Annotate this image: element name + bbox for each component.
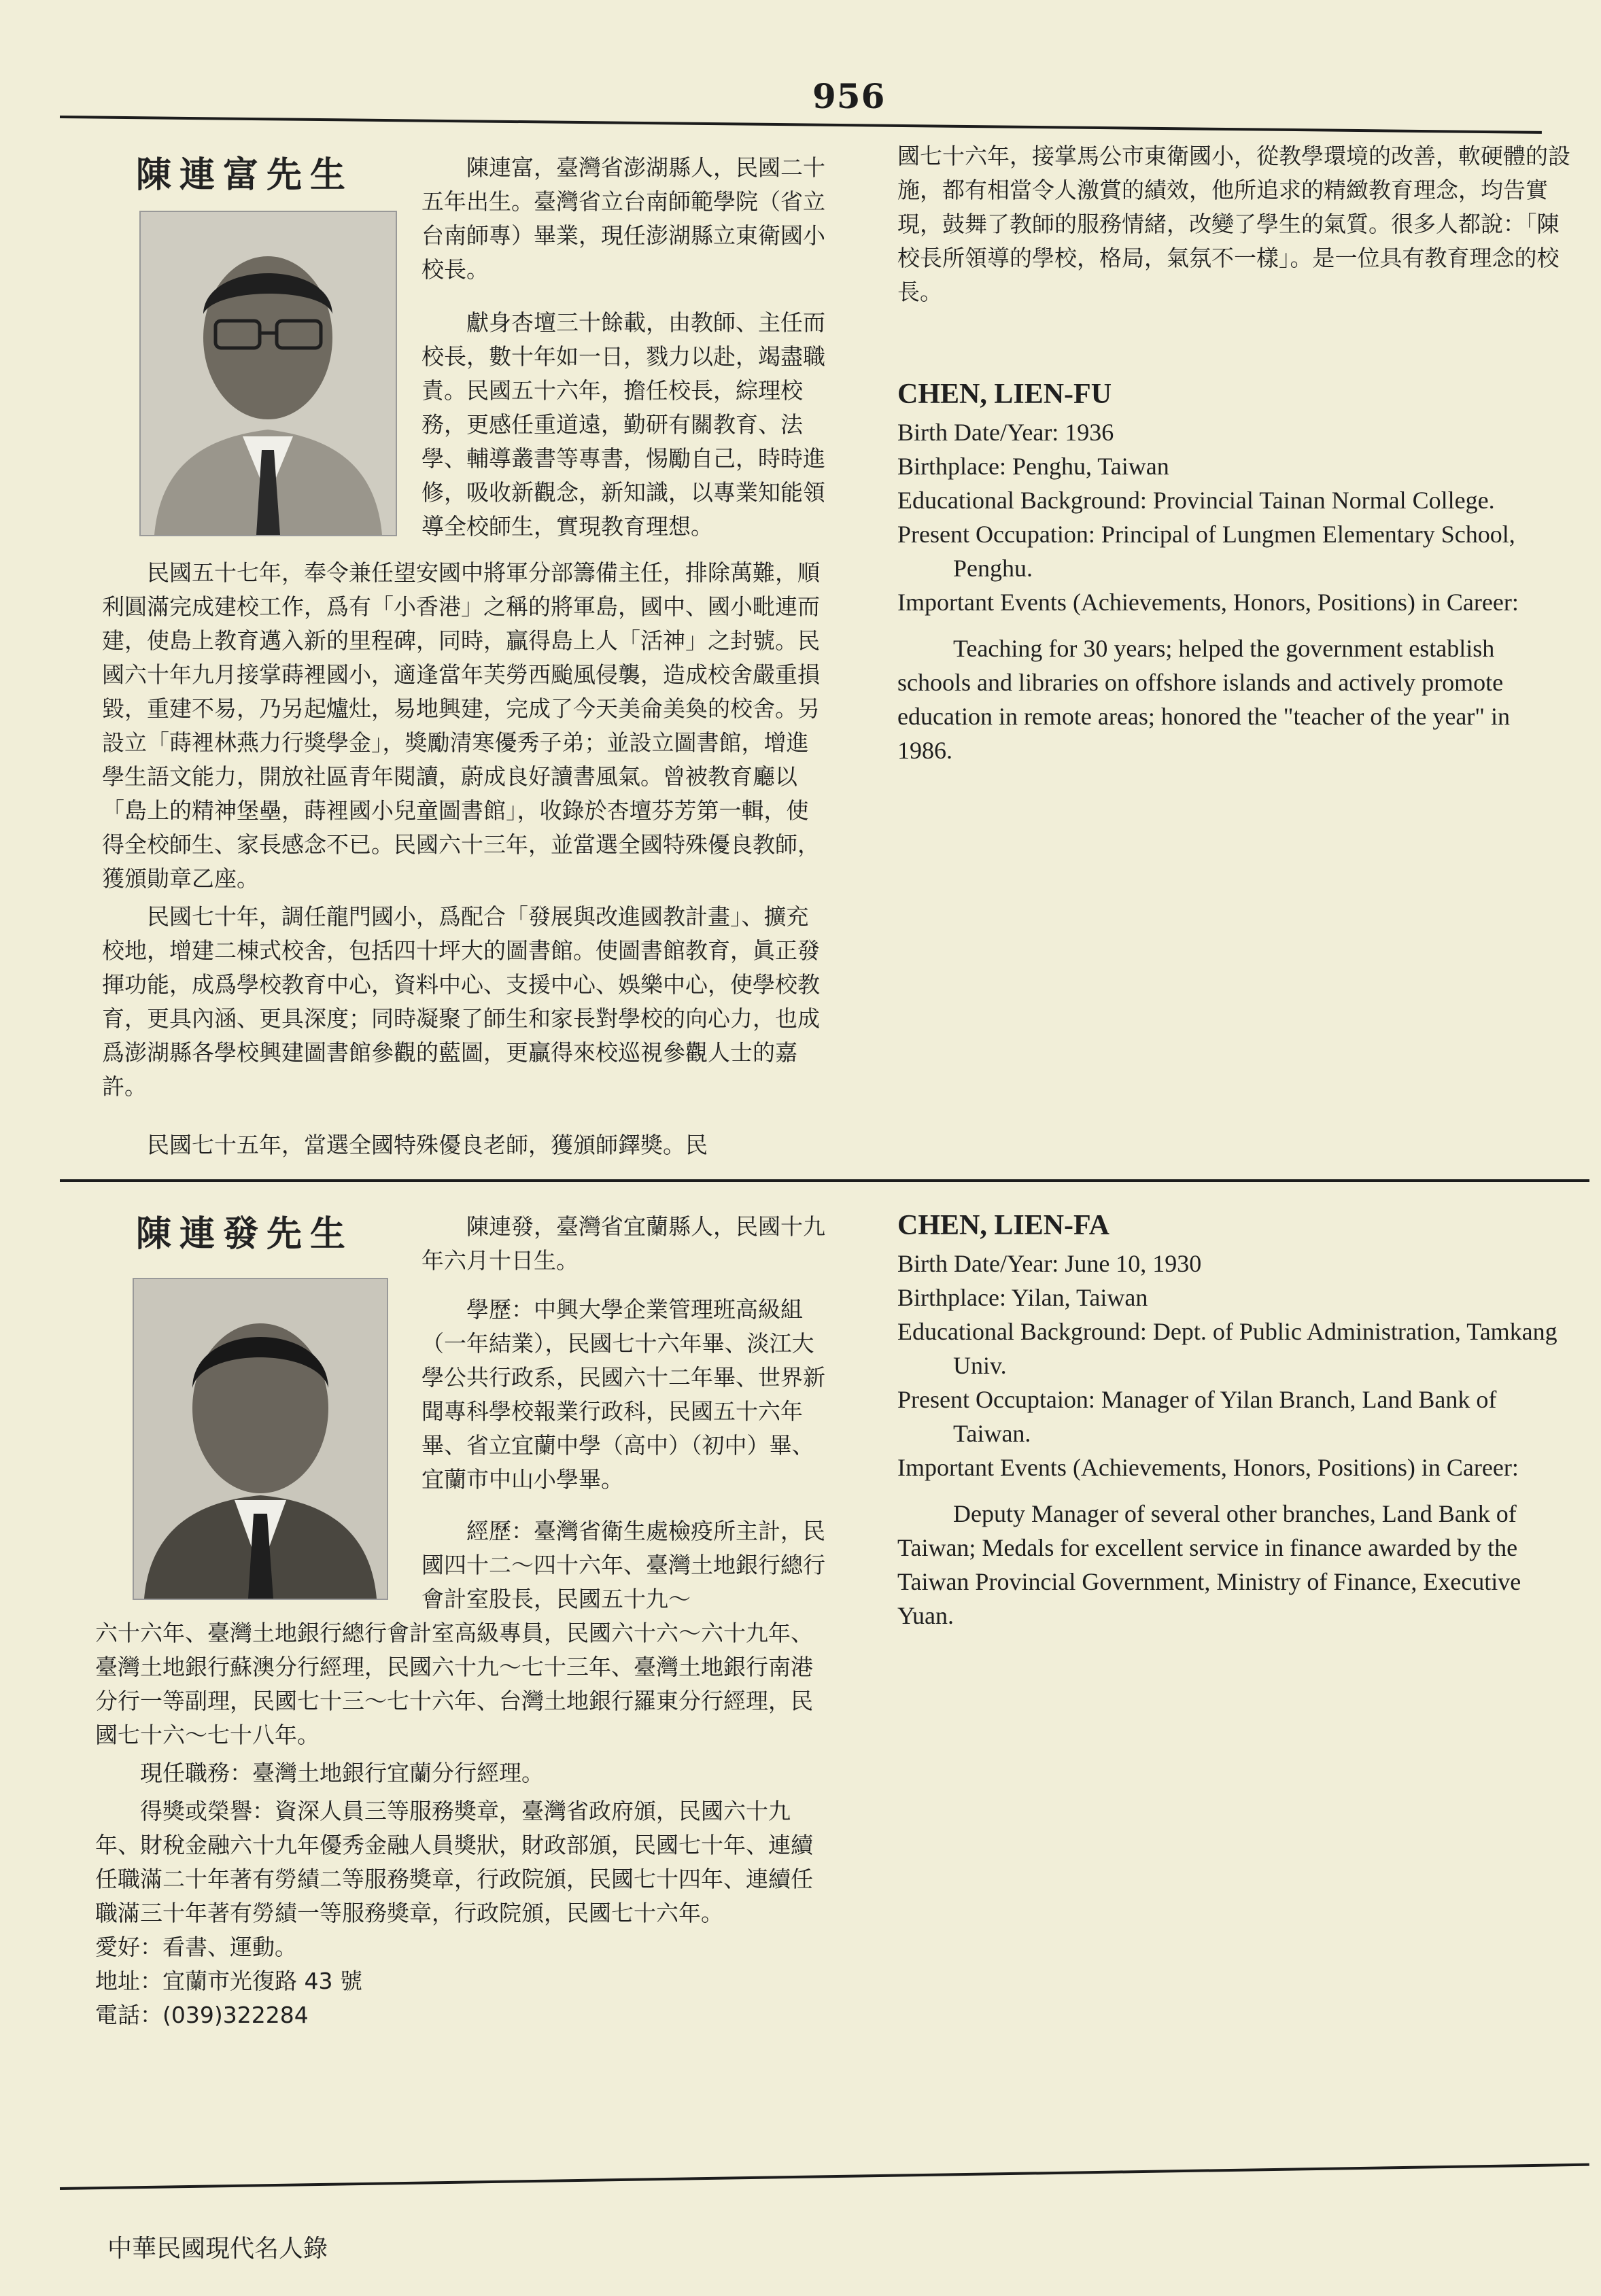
footer-book-title: 中華民國現代名人錄 <box>107 2235 328 2263</box>
entry-1-english-bio <box>897 377 1570 767</box>
entry-2-events: Deputy Manager of several other branches, Land Bank of Taiwan; Medals for excellent service in finance awarded by the Taiwan Provincial Government, Ministry of Finance, Executive Yuan. <box>897 1500 1521 1629</box>
entry-1-portrait-photo <box>139 211 397 536</box>
entry-1-education: Educational Background: Provincial Tainan Normal College. <box>897 487 1495 514</box>
entry-2-bio-p2: 學歷：中興大學企業管理班高級組（一年結業），民國七十六年畢、淡江大學公共行政系，民國六十二年畢、世界新聞專科學校報業行政科，民國五十六年畢、省立宜蘭中學（高中）（初中）畢、宜蘭市中山小學畢。 <box>421 1296 825 1493</box>
entry-2-current-position: 現任職務：臺灣土地銀行宜蘭分行經理。 <box>140 1760 544 1786</box>
entry-1-events-label: Important Events (Achievements, Honors, Positions) in Career: <box>897 589 1519 616</box>
entry-1-events: Teaching for 30 years; helped the government establish schools and libraries on offshore islands and actively promote education in remote areas; honored the "teacher of the year" in 1986. <box>897 635 1510 764</box>
entry-2-address: 地址：宜蘭市光復路 43 號 <box>95 1968 362 1994</box>
entry-1-bio-p2: 獻身杏壇三十餘載，由教師、主任而校長，數十年如一日，戮力以赴，竭盡職責。民國五十六年，擔任校長，綜理校務，更感任重道遠，勤研有關教育、法學、輔導叢書等專書，惕勵自己，時時進修，吸收新觀念，新知識，以專業知能領導全校師生，實現教育理想。 <box>421 309 825 540</box>
top-rule <box>60 116 1542 134</box>
entry-2-name-en: CHEN, LIEN-FA <box>897 1210 1109 1241</box>
section-divider <box>60 1179 1589 1182</box>
entry-1-bio-p1: 陳連富，臺灣省澎湖縣人，民國二十五年出生。臺灣省立台南師範學院（省立台南師專）畢業，現任澎湖縣立東衛國小校長。 <box>421 154 825 283</box>
entry-1-bio-intro <box>421 151 829 544</box>
page-number: 956 <box>812 76 886 116</box>
entry-2-english-bio <box>897 1208 1570 1633</box>
entry-2-birthplace: Birthplace: Yilan, Taiwan <box>897 1284 1148 1311</box>
entry-2-portrait-photo <box>133 1278 388 1600</box>
entry-1-birthplace: Birthplace: Penghu, Taiwan <box>897 453 1169 480</box>
entry-2-events-label: Important Events (Achievements, Honors, Positions) in Career: <box>897 1454 1519 1481</box>
entry-2-occupation: Present Occuptaion: Manager of Yilan Branch, Land Bank of Taiwan. <box>897 1386 1497 1447</box>
entry-2-phone: 電話：(039)322284 <box>95 2002 309 2028</box>
entry-2-name-zh: 陳連發先生 <box>136 1214 354 1255</box>
entry-2-education: Educational Background: Dept. of Public Administration, Tamkang Univ. <box>897 1318 1557 1379</box>
entry-2-birth: Birth Date/Year: June 10, 1930 <box>897 1250 1202 1277</box>
entry-2-honors: 得獎或榮譽：資深人員三等服務獎章，臺灣省政府頒，民國六十九年、財稅金融六十九年優秀金融人員獎狀，財政部頒，民國七十年、連續任職滿二十年著有勞績二等服務獎章，行政院頒，民國七十四年、連續任職滿三十年著有勞績一等服務獎章，行政院頒，民國七十六年。 <box>95 1798 813 1926</box>
entry-2-bio-intro <box>421 1210 829 1497</box>
entry-1-name-en: CHEN, LIEN-FU <box>897 379 1112 410</box>
entry-1-bio-p3: 民國五十七年，奉令兼任望安國中將軍分部籌備主任，排除萬難，順利圓滿完成建校工作，爲有「小香港」之稱的將軍島，國中、國小毗連而建，使島上教育邁入新的里程碑，同時，贏得島上人「活神」之封號。民國六十年九月接掌蒔裡國小，適逢當年芙勞西颱風侵襲，造成校舍嚴重損毀，重建不易，乃另起爐灶，易地興建，完成了今天美侖美奐的校舍。另設立「蒔裡林燕力行獎學金」，獎勵清寒優秀子弟；並設立圖書館，增進學生語文能力，開放社區青年閱讀，蔚成良好讀書風氣。曾被教育廳以「島上的精神堡壘，蒔裡國小兒童圖書館」，收錄於杏壇芬芳第一輯，使得全校師生、家長感念不已。民國六十三年，並當選全國特殊優良教師，獲頒勛章乙座。 <box>102 559 820 892</box>
entry-1-bio-p5-start: 民國七十五年，當選全國特殊優良老師，獲頒師鐸獎。民 <box>147 1132 708 1158</box>
entry-1-occupation: Present Occupation: Principal of Lungmen Elementary School, Penghu. <box>897 521 1515 582</box>
entry-1-name-zh: 陳連富先生 <box>136 155 354 196</box>
entry-2-bio-body: 六十六年、臺灣土地銀行總行會計室高級專員，民國六十六～六十九年、臺灣土地銀行蘇澳分行經理，民國六十九～七十三年、臺灣土地銀行南港分行一等副理，民國七十三～七十六年、台灣土地銀行羅東分行經理，民國七十六～七十八年。 現任職務：臺灣土地銀行宜蘭分行經理。 得獎或榮譽：資深人員三等服務獎章，臺灣省政府頒，民國六十九年、財稅金融六十九年優秀金融人員獎狀，財政部頒，民國七十年、連續任職滿二十年著有勞績二等服務獎章，行政院頒，民國七十四年、連續任職滿三十年著有勞績一等服務獎章，行政院頒，民國七十六年。 愛好：看書、運動。 地址：宜蘭市光復路 43 號 電話：(039)322284 <box>95 1616 829 2032</box>
entry-2-bio-p1: 陳連發，臺灣省宜蘭縣人，民國十九年六月十日生。 <box>421 1213 825 1274</box>
entry-1-bio-p5-cont: 國七十六年，接掌馬公市東衛國小，從教學環境的改善，軟硬體的設施，都有相當令人激賞的績效，他所追求的精緻教育理念，均告實現，鼓舞了教師的服務情緒，改變了學生的氣質。很多人都說：「陳校長所領導的學校，格局，氣氛不一樣」。是一位具有教育理念的校長。 <box>897 143 1570 305</box>
entry-1-bio-p4: 民國七十年，調任龍門國小，爲配合「發展與改進國教計畫」、擴充校地，增建二棟式校舍，包括四十坪大的圖書館。使圖書館教育，眞正發揮功能，成爲學校教育中心，資料中心、支援中心、娛樂中心，使學校教育，更具內涵、更具深度；同時凝聚了師生和家長對學校的向心力，也成爲澎湖縣各學校興建圖書館參觀的藍圖，更贏得來校巡視參觀人士的嘉許。 <box>102 903 820 1100</box>
bottom-rule <box>60 2163 1589 2190</box>
entry-2-career-start: 經歷：臺灣省衛生處檢疫所主計，民國四十二～四十六年、臺灣土地銀行總行會計室股長，民國五十九～ <box>421 1518 825 1612</box>
entry-1-bio-body <box>102 556 829 1104</box>
entry-2-hobbies: 愛好：看書、運動。 <box>95 1934 297 1960</box>
entry-1-birth: Birth Date/Year: 1936 <box>897 419 1114 446</box>
